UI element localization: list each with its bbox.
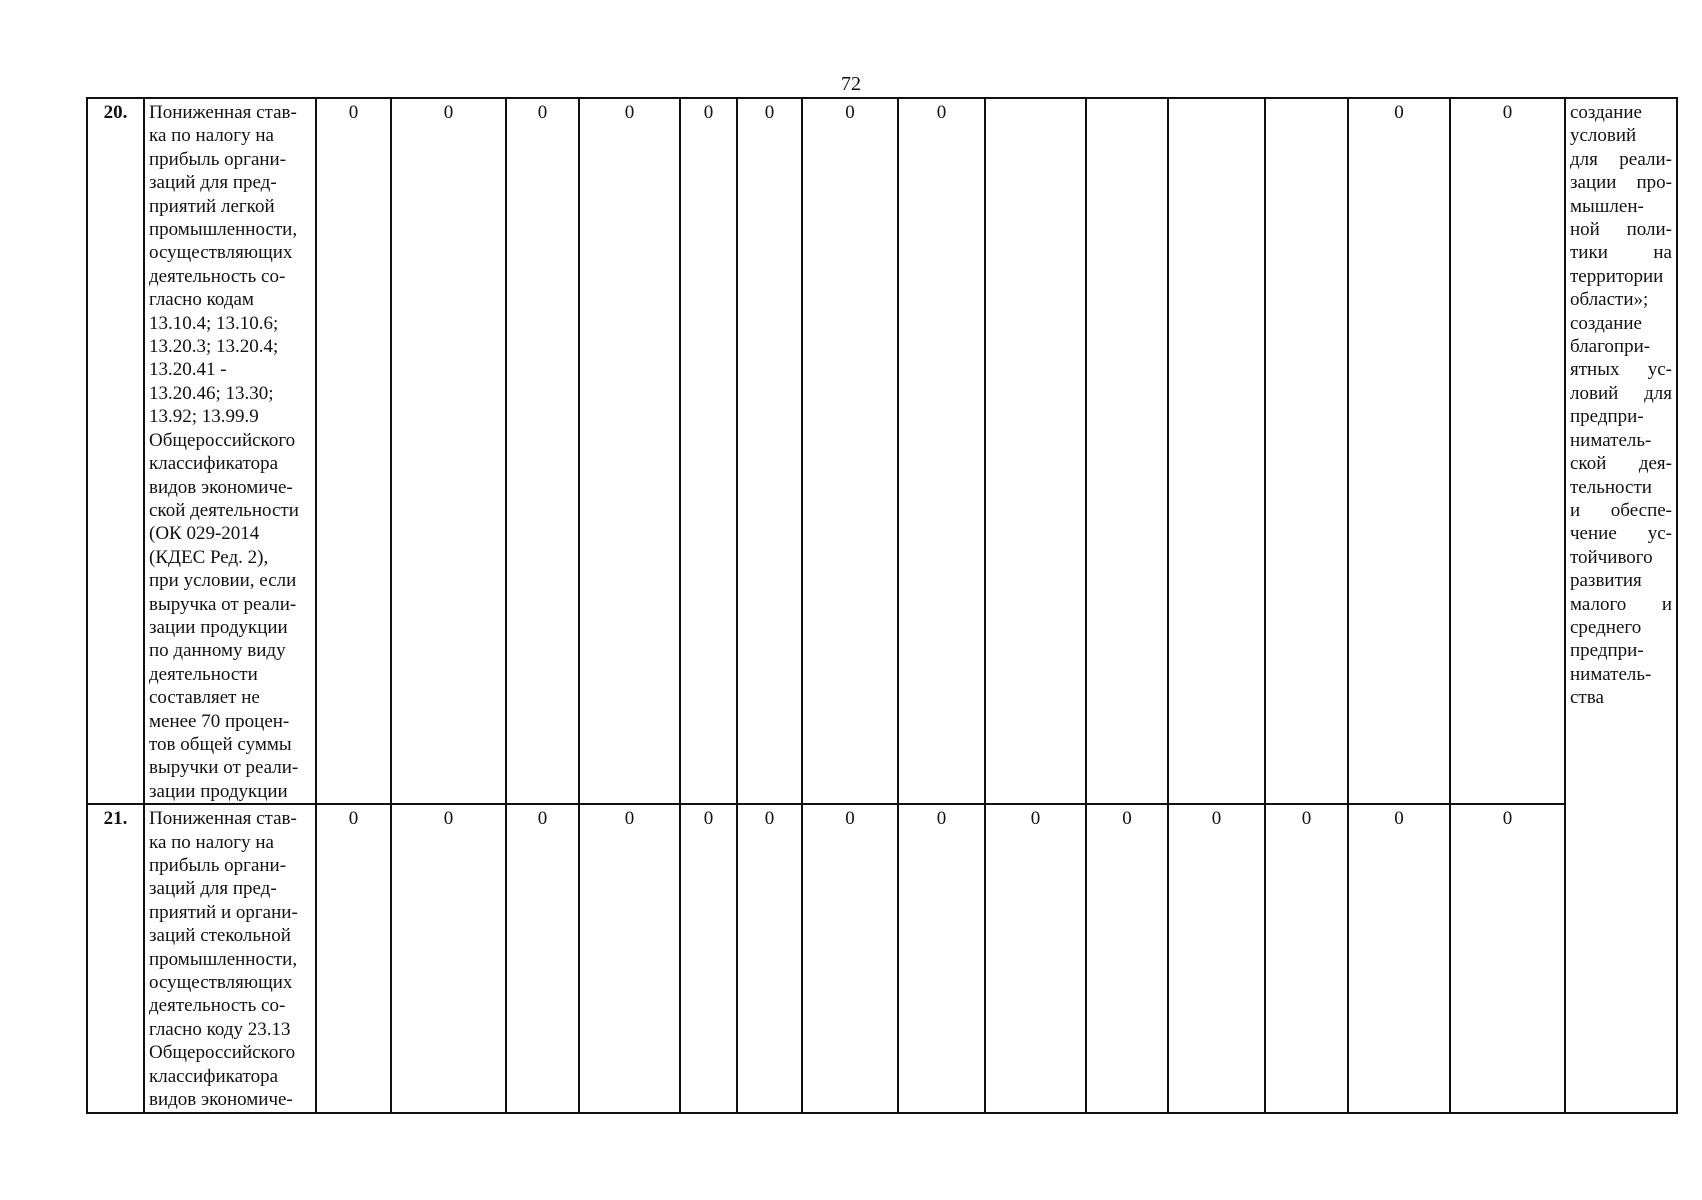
description-line: деятельность со- [149,995,286,1017]
goal-line: ства [1570,687,1604,709]
goal-line: тики на [1570,242,1672,264]
value-cell: 0 [1265,804,1348,1113]
description-line: 13.20.46; 13.30; [149,382,274,404]
value-cell: 0 [579,804,680,1113]
goal-line: ятных ус- [1570,359,1672,381]
description-line: выручка от реали- [149,593,297,615]
description-line: прибыль органи- [149,855,287,876]
description-line: деятельности [149,663,258,685]
value-cell: 0 [506,98,579,804]
description-line: 13.20.3; 13.20.4; [149,336,279,358]
value-cell: 0 [737,98,802,804]
goal-line: предпри- [1570,406,1644,428]
value-cell: 0 [680,98,737,804]
goal-line: области»; [1570,289,1649,311]
value-cell: 0 [506,804,579,1113]
goal-line: ской дея- [1570,453,1672,475]
goal-description [1565,98,1677,1113]
benefit-description [144,804,316,1113]
description-line: менее 70 процен- [149,710,290,732]
description-line: Пониженная став- [149,808,297,830]
description-line: приятий и органи- [149,901,298,923]
value-cell: 0 [391,98,506,804]
table-row [87,98,1677,804]
page-number: 72 [841,73,861,95]
description-line: промышленности, [149,948,298,970]
value-cell: 0 [737,804,802,1113]
goal-line: зации про- [1570,172,1672,194]
value-cell: 0 [316,804,391,1113]
value-cell [985,98,1086,804]
description-line: при условии, если [149,570,297,592]
description-line: составляет не [149,687,260,709]
description-line: тов общей суммы [149,733,292,755]
goal-line: ниматель- [1570,429,1652,451]
value-cell: 0 [1086,804,1168,1113]
value-cell: 0 [1450,804,1565,1113]
description-line: классификатора [149,453,279,475]
goal-line: ловий для [1570,382,1672,404]
goal-line: малого и [1570,593,1672,615]
description-line: прибыль органи- [149,148,287,170]
description-line: Пониженная став- [149,102,297,123]
description-line: 13.20.41 - [149,359,227,381]
goal-line: создание [1570,102,1642,123]
description-line: гласно коду 23.13 [149,1018,291,1040]
description-line: 13.10.4; 13.10.6; [149,312,279,334]
description-line: осуществляющих [149,972,293,994]
description-line: деятельность со- [149,265,286,287]
description-line: по данному виду [149,640,286,662]
description-line: ка по налогу на [149,125,274,147]
goal-line: тойчивого [1570,546,1653,568]
value-cell: 0 [802,804,898,1113]
table-row [87,804,1677,1113]
description-line: промышленности, [149,219,298,241]
goal-line: чение ус- [1570,523,1672,545]
goal-line: и обеспе- [1570,499,1672,521]
description-line: 13.92; 13.99.9 [149,406,259,428]
value-cell: 0 [579,98,680,804]
value-cell: 0 [802,98,898,804]
value-cell: 0 [898,98,985,804]
description-line: заций для пред- [149,172,277,194]
description-line: видов экономиче- [149,1089,293,1111]
description-line: (ОК 029-2014 [149,523,260,545]
goal-line: благопри- [1570,336,1651,358]
value-cell: 0 [316,98,391,804]
value-cell: 0 [1168,804,1265,1113]
value-cell [1168,98,1265,804]
goal-line: условий [1570,125,1637,147]
goal-line: предпри- [1570,640,1644,662]
value-cell: 0 [1450,98,1565,804]
description-line: заций стекольной [149,925,291,947]
description-line: классификатора [149,1065,279,1087]
description-line: (КДЕС Ред. 2), [149,546,269,568]
goal-line: тельности [1570,476,1652,498]
value-cell: 0 [1348,98,1450,804]
value-cell: 0 [985,804,1086,1113]
value-cell [1265,98,1348,804]
description-line: зации продукции [149,780,288,802]
description-line: Общероссийского [149,429,296,451]
row-number: 20. [87,98,144,804]
goal-line: мышлен- [1570,195,1644,217]
value-cell: 0 [680,804,737,1113]
description-line: зации продукции [149,616,288,638]
goal-line: среднего [1570,616,1642,638]
description-line: выручки от реали- [149,757,299,779]
goal-line: территории [1570,265,1664,287]
description-line: осуществляющих [149,242,293,264]
goal-line: ной поли- [1570,219,1672,241]
description-line: ской деятельности [149,499,299,521]
description-line: приятий легкой [149,195,275,217]
benefit-description [144,98,316,804]
goal-line: ниматель- [1570,663,1652,685]
value-cell: 0 [1348,804,1450,1113]
goal-line: развития [1570,570,1642,592]
description-line: Общероссийского [149,1042,296,1064]
benefits-table [86,97,1678,1114]
goal-line: для реали- [1570,148,1672,170]
goal-line: создание [1570,312,1642,334]
value-cell: 0 [898,804,985,1113]
value-cell [1086,98,1168,804]
row-number: 21. [87,804,144,1113]
description-line: заций для пред- [149,878,277,900]
description-line: гласно кодам [149,289,254,311]
value-cell: 0 [391,804,506,1113]
description-line: ка по налогу на [149,831,274,853]
description-line: видов экономиче- [149,476,293,498]
